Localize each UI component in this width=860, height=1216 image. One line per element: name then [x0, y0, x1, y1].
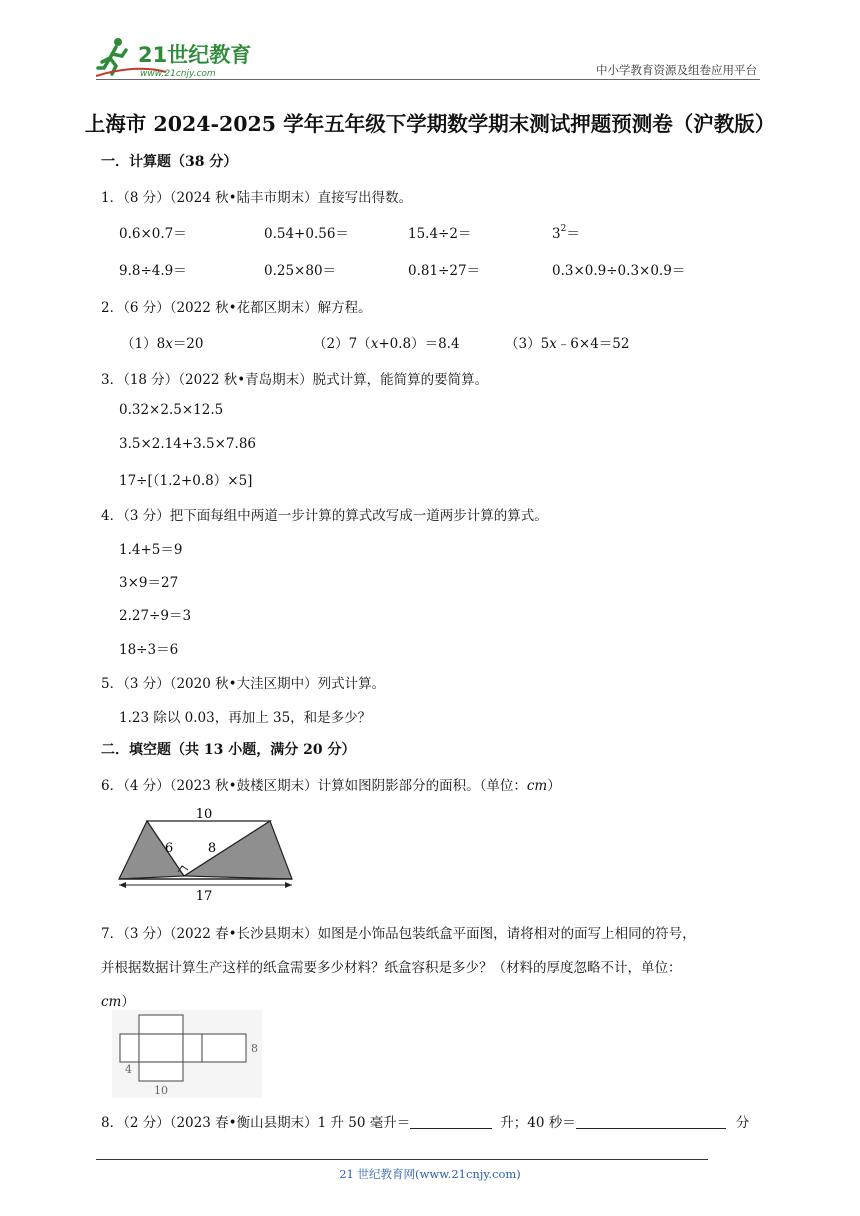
q1-item: 15.4÷2＝ — [408, 226, 472, 242]
q8-stem: 8．（2 分）（2023 春•衡山县期末）1 升 50 毫升＝ 升；40 秒＝ 分 — [101, 1115, 750, 1131]
q1-item: 0.81÷27＝ — [408, 263, 481, 279]
logo — [96, 34, 266, 80]
q7-stem-line2: 并根据数据计算生产这样的纸盒需要多少材料？纸盒容积是多少？（材料的厚度忽略不计，单位： — [101, 960, 682, 976]
q7-face-back — [202, 1034, 246, 1062]
q4-item: 2.27÷9＝3 — [119, 608, 192, 624]
q2-equation: （3）5x﹣6×4＝52 — [505, 336, 630, 352]
footer-text: 21 世纪教育网(www.21cnjy.com) — [339, 1167, 521, 1181]
q6-label-top: 10 — [195, 807, 213, 822]
q6-label-left: 6 — [164, 841, 174, 856]
q7-stem-line3: cm） — [101, 994, 135, 1010]
q1-item: 0.25×80＝ — [264, 263, 337, 279]
q1-base: 3 — [552, 226, 561, 242]
q6-label-bottom: 17 — [195, 889, 213, 904]
q2-equation: （1）8x＝20 — [121, 336, 204, 352]
q5-text: 1.23 除以 0.03，再加上 35，和是多少？ — [119, 710, 372, 726]
q1-item — [552, 222, 580, 242]
q1-exponent: 2 — [560, 224, 567, 234]
q7-label-left: 4 — [125, 1063, 132, 1076]
q7-face-left — [120, 1034, 139, 1062]
q6-trapezoid-figure — [112, 801, 298, 907]
logo-text: 21世纪教育 — [138, 43, 252, 67]
q7-label-right: 8 — [251, 1042, 258, 1055]
q7-stem-line1: 7．（3 分）（2022 春•长沙县期末）如图是小饰品包装纸盒平面图，请将相对的面写上相同的符号， — [101, 926, 696, 942]
q1-equals: ＝ — [566, 226, 580, 242]
q1-item: 9.8÷4.9＝ — [119, 263, 187, 279]
q3-item: 0.32×2.5×12.5 — [119, 402, 224, 418]
q7-face-right — [183, 1034, 202, 1062]
q6-stem: 6．（4 分）（2023 秋•鼓楼区期末）计算如图阴影部分的面积。（单位：cm） — [101, 778, 561, 794]
q6-label-mid: 8 — [207, 841, 217, 856]
q1-item: 0.54+0.56＝ — [264, 226, 349, 242]
header-divider — [96, 79, 760, 80]
q8-blank[interactable] — [576, 1113, 726, 1129]
q7-label-bottom: 10 — [154, 1084, 168, 1097]
q3-item: 3.5×2.14+3.5×7.86 — [119, 436, 256, 452]
q7-face-top — [139, 1015, 183, 1034]
q3-stem: 3．（18 分）（2022 秋•青岛期末）脱式计算，能简算的要简算。 — [101, 372, 489, 388]
q2-stem: 2．（6 分）（2022 秋•花都区期末）解方程。 — [101, 300, 372, 316]
q7-box-net-figure — [112, 1010, 262, 1098]
q4-item: 1.4+5＝9 — [119, 542, 183, 558]
q8-blank[interactable] — [410, 1113, 492, 1129]
q3-item: 17÷[（1.2+0.8）×5] — [119, 473, 253, 489]
footer-divider — [96, 1159, 708, 1160]
q4-item: 18÷3＝6 — [119, 642, 179, 658]
q7-face-bottom — [139, 1062, 183, 1081]
q1-item: 0.6×0.7＝ — [119, 226, 187, 242]
q4-item: 3×9＝27 — [119, 575, 179, 591]
page-title: 上海市 2024-2025 学年五年级下学期数学期末测试押题预测卷（沪教版） — [84, 112, 776, 136]
q1-item: 0.3×0.9÷0.3×0.9＝ — [552, 263, 686, 279]
section1-heading: 一．计算题（38 分） — [101, 154, 238, 170]
section2-heading: 二．填空题（共 13 小题，满分 20 分） — [101, 742, 356, 758]
q4-stem: 4．（3 分）把下面每组中两道一步计算的算式改写成一道两步计算的算式。 — [101, 508, 548, 524]
q7-face-front — [139, 1034, 183, 1062]
logo-url: www.21cnjy.com — [140, 69, 216, 79]
q2-equation: （2）7（x+0.8）＝8.4 — [313, 336, 460, 352]
header-platform-text: 中小学教育资源及组卷应用平台 — [596, 63, 757, 77]
q5-stem: 5．（3 分）（2020 秋•大洼区期中）列式计算。 — [101, 676, 386, 692]
q1-stem: 1．（8 分）（2024 秋•陆丰市期末）直接写出得数。 — [101, 190, 413, 206]
